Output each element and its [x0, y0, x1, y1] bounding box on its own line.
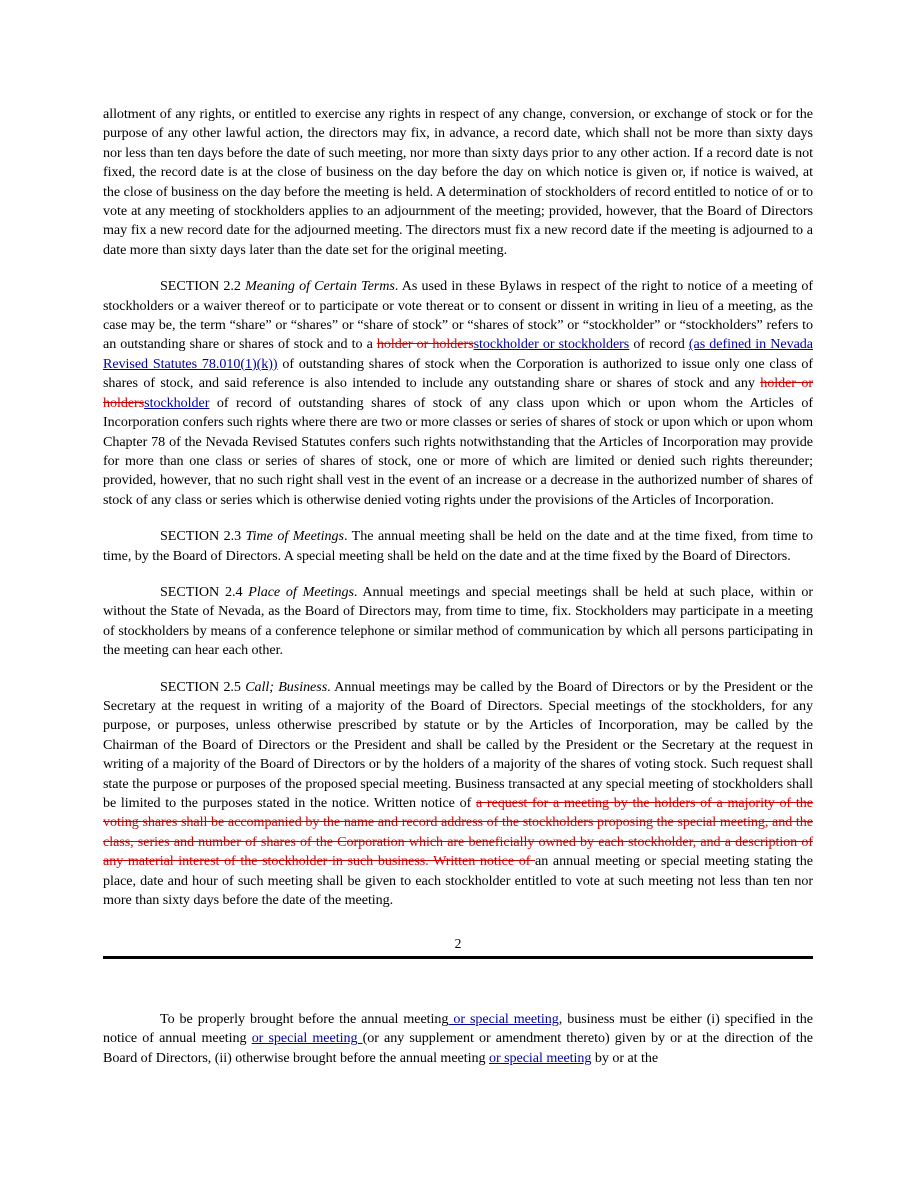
paragraph-record-date [103, 105, 813, 260]
paragraph-section-2-5 [103, 678, 813, 911]
section-2-3-label: SECTION 2.3 [160, 528, 242, 545]
paragraph-section-2-2 [103, 277, 813, 510]
section-2-2-run-2: of record [629, 336, 689, 353]
section-2-4-title: Place of Meetings [248, 583, 354, 600]
insertion-or-special-meeting-3: or special meeting [488, 1049, 592, 1066]
properly-brought-run-2: , business must be either (i) specified in the notice of annual meeting [103, 1011, 814, 1047]
insertion-stockholder-or-stockholders: stockholder or stockholders [473, 336, 630, 353]
properly-brought-run-4: by or at the [591, 1049, 659, 1066]
section-2-5-run-1: . Annual meetings may be called by the Board of Directors or by the President or the Secretary at the request in writing of a majority of the Board of Directors. Special meetings of the stockholders, for any purpose, or purposes, unless otherwise prescribed by statute or by the Articles of Incorporation, may be called by the Chairman of the Board of Directors or the President and shall be called by the President or the Secretary at the request in writing of a majority of the Board of Directors or by the holders of a majority of the shares of voting stock. Such request shall state the purpose or purposes of the proposed special meeting. Business transacted at any special meeting of stockholders shall be limited to the purposes stated in the notice. Written notice of [103, 678, 813, 811]
section-2-5-label: SECTION 2.5 [160, 678, 241, 695]
insertion-or-special-meeting-2: or special meeting [251, 1030, 363, 1047]
deletion-special-meeting-request-requirements: a request for a meeting by the holders of a majority of the voting shares shall be accompanied by the name and record address of the stockholders proposing the special meeting, and the class, series and number of shares of the Corporation which are beneficially owned by each stockholder, and a description of any material interest of the stockholder in such business. Written notice of [103, 795, 813, 870]
insertion-nrs-citation: (as defined in Nevada Revised Statutes 78.010(1)(k)) [103, 336, 813, 372]
section-2-2-run-4: of record of outstanding shares of stock of any class upon which or upon whom the Articles of Incorporation confers such rights where there are two or more classes or series of shares of stock or upon which or upon whom Chapter 78 of the Nevada Revised Statutes confers such rights notwithstanding that the Articles of Incorporation may provide for more than one class or series of shares of stock, one or more of which are limited or denied such rights thereunder; provided, however, that no such right shall vest in the event of an increase or a decrease in the authorized number of shares of stock of any class or series which is otherwise denied voting rights under the provisions of the Articles of Incorporation. [103, 394, 813, 508]
section-2-2-run-3: of outstanding shares of stock when the Corporation is authorized to issue only one class of shares of stock, and said reference is also intended to include any outstanding share or shares of stock and any [103, 355, 814, 392]
section-2-2-run-1: . As used in these Bylaws in respect of the right to notice of a meeting of stockholders or a waiver thereof or to participate or vote thereat or to consent or dissent in writing in lieu of a meeting, as the case may be, the term “share” or “shares” or “share of stock” or “shares of stock” or “stockholder” or “stockholders” refers to an outstanding share or shares of stock and to a [103, 278, 813, 353]
insertion-stockholder: stockholder [144, 394, 210, 411]
page-break-footer [103, 936, 813, 959]
section-2-2-label: SECTION 2.2 [160, 278, 241, 295]
section-2-5-title: Call; Business [245, 678, 328, 695]
properly-brought-run-1: To be properly brought before the annual meeting [160, 1011, 449, 1027]
section-2-4-label: SECTION 2.4 [160, 583, 243, 600]
page-number: 2 [454, 936, 462, 951]
properly-brought-run-3: (or any supplement or amendment thereto) given by or at the direction of the Board of Directors, (ii) otherwise brought before the annual meeting [103, 1030, 813, 1066]
paragraph-section-2-3 [103, 527, 813, 566]
section-2-2-title: Meaning of Certain Terms [245, 278, 395, 295]
section-2-3-title: Time of Meetings [245, 528, 344, 545]
insertion-or-special-meeting-1: or special meeting [448, 1011, 559, 1027]
deletion-holder-or-holders-2: holder or holders [103, 375, 814, 411]
deletion-holder-or-holders-1: holder or holders [376, 336, 474, 353]
paragraph-section-2-4 [103, 583, 813, 661]
page-body-text [103, 105, 813, 910]
paragraph-properly-brought [103, 1010, 813, 1068]
next-page-body-text [103, 1010, 813, 1068]
section-2-4-run-1: . Annual meetings and special meetings shall be held at such place, within or without the State of Nevada, as the Board of Directors may, from time to time, fix. Stockholders may participate in a meeting of stockholders by means of a conference telephone or similar method of communication by which all persons participating in the meeting can hear each other. [103, 583, 813, 659]
section-2-5-run-2: an annual meeting or special meeting stating the place, date and hour of such meeting shall be given to each stockholder entitled to vote at such meeting not less than ten nor more than sixty days before the date of the meeting. [103, 853, 813, 909]
section-2-3-run-1: . The annual meeting shall be held on the date and at the time fixed, from time to time, by the Board of Directors. A special meeting shall be held on the date and at the time fixed by the Board of Directors. [103, 528, 813, 564]
record-date-text: allotment of any rights, or entitled to exercise any rights in respect of any change, conversion, or exchange of stock or for the purpose of any other lawful action, the directors may fix, in advance, a record date, which shall not be more than sixty days nor less than ten days before the date of such meeting, nor more than sixty days prior to any other action. If a record date is not fixed, the record date is at the close of business on the day before the day on which notice is given or, if notice is waived, at the close of business on the day before the meeting is held. A determination of stockholders of record entitled to notice of or to vote at any meeting of stockholders applies to an adjournment of the meeting; provided, however, that the Board of Directors may fix a new record date for the adjourned meeting. The directors must fix a new record date if the meeting is adjourned to a date more than sixty days later than the date set for the original meeting. [103, 106, 813, 258]
page-break-rule [103, 956, 813, 959]
